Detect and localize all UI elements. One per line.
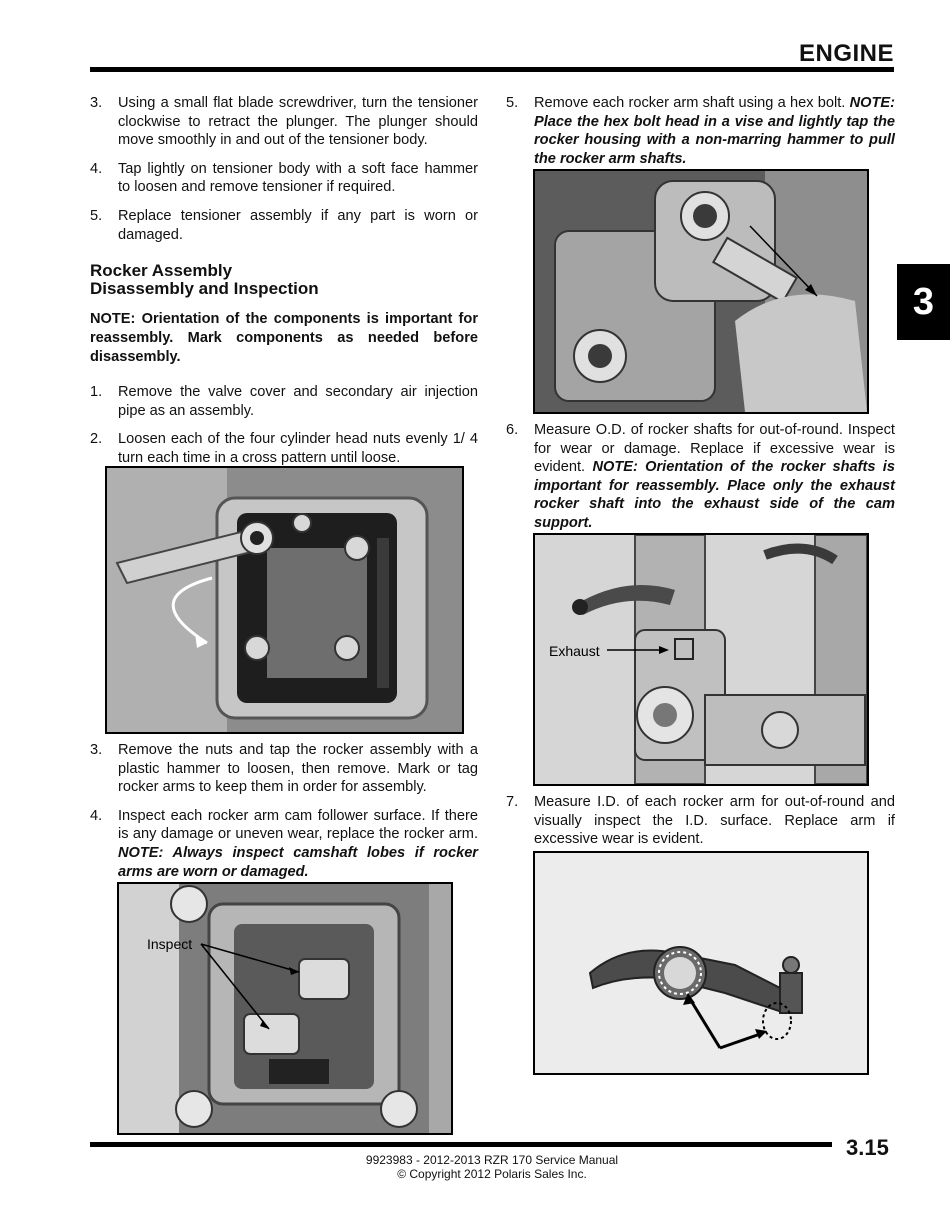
rocker-inspect-illustration <box>119 884 451 1133</box>
right-column-step6 <box>506 421 895 543</box>
step-item <box>90 741 478 797</box>
step-item <box>90 383 478 420</box>
step-text <box>534 421 895 533</box>
step-text-main: Remove each rocker arm shaft using a hex bolt. <box>534 95 846 111</box>
rocker-shaft-illustration <box>535 171 867 412</box>
step-text: Loosen each of the four cylinder head nuts evenly 1/ 4 turn each time in a cross pattern until loose. <box>118 431 478 466</box>
header-rule <box>90 67 894 72</box>
rocker-shaft-removal-photo <box>533 169 869 414</box>
exhaust-label: Exhaust <box>549 643 600 659</box>
rocker-inspect-photo <box>117 882 453 1135</box>
step-item <box>506 421 895 533</box>
camshaft-note: NOTE: Always inspect camshaft lobes if rocker arms are worn or damaged. <box>118 844 478 880</box>
left-column <box>90 94 478 478</box>
step-number: 3. <box>90 742 103 758</box>
cam-support-exhaust-photo <box>533 533 869 786</box>
footer-copyright: © Copyright 2012 Polaris Sales Inc. <box>397 1167 587 1181</box>
step-item <box>90 807 478 881</box>
step-item <box>90 430 478 467</box>
step-number: 7. <box>506 794 519 810</box>
right-column <box>506 94 895 178</box>
step-item <box>506 94 895 168</box>
footer-manual-title: 9923983 - 2012-2013 RZR 170 Service Manual <box>365 1153 619 1167</box>
inspect-label: Inspect <box>147 936 193 952</box>
step-text: Remove the nuts and tap the rocker assembly with a plastic hammer to loosen, then remove. Mark or tag rocker arms to keep them in order for assembly. <box>118 742 478 796</box>
rocker-arm-illustration <box>535 853 867 1073</box>
step-text: Tap lightly on tensioner body with a soft face hammer to loosen and remove tensioner if required. <box>118 160 478 196</box>
step-item <box>90 94 478 150</box>
hex-bolt-note: NOTE: Place the hex bolt head in a vise and lightly tap the rocker housing with a non-marring hammer to pull the rocker arm shafts. <box>534 95 895 167</box>
step-item <box>90 207 478 244</box>
cylinder-head-photo <box>105 466 464 734</box>
section-heading-line2: Disassembly and Inspection <box>90 279 319 299</box>
step-number: 4. <box>90 807 103 824</box>
rocker-arm-id-photo <box>533 851 869 1075</box>
step-item <box>506 793 895 849</box>
step-text: Using a small flat blade screwdriver, turn the tensioner clockwise to retract the plunger. The plunger should move smoothly in and out of the tensioner body. <box>118 95 478 149</box>
page-number: 3.15 <box>846 1135 889 1160</box>
step-text <box>118 807 478 881</box>
step-text-main: Inspect each rocker arm cam follower surface. If there is any damage or uneven wear, replace the rocker arm. <box>118 807 478 843</box>
step-text: Measure I.D. of each rocker arm for out-of-round and visually inspect the I.D. surface. Replace arm if excessive wear is evident. <box>534 794 895 848</box>
step-text-main: Measure O.D. of rocker shafts for out-of-round. Inspect for wear or damage. Replace if excessive wear is evident. <box>534 422 895 476</box>
chapter-tab[interactable]: 3 <box>897 264 950 340</box>
step-number: 5. <box>506 95 519 111</box>
step-text <box>534 94 895 168</box>
step-number: 2. <box>90 431 103 448</box>
step-text: Replace tensioner assembly if any part is worn or damaged. <box>118 207 478 243</box>
left-column-lower <box>90 741 478 891</box>
section-heading <box>90 262 478 298</box>
step-number: 6. <box>506 422 519 438</box>
step-number: 4. <box>90 160 103 177</box>
footer-rule <box>90 1142 832 1147</box>
cylinder-head-illustration <box>107 468 462 732</box>
cam-support-illustration <box>535 535 867 784</box>
shaft-orientation-note: NOTE: Orientation of the rocker shafts is important for reassembly. Place only the exhaust rocker shaft into the exhaust side of the cam support. <box>534 459 895 531</box>
page-section-title: ENGINE <box>798 40 894 67</box>
step-number: 1. <box>90 384 103 401</box>
orientation-note: NOTE: Orientation of the components is important for reassembly. Mark components as needed before disassembly. <box>90 311 478 366</box>
step-number: 5. <box>90 207 103 224</box>
right-column-step7 <box>506 793 895 859</box>
section-heading-line1: Rocker Assembly <box>90 261 233 281</box>
step-item <box>90 160 478 197</box>
step-text: Remove the valve cover and secondary air injection pipe as an assembly. <box>118 384 478 419</box>
step-number: 3. <box>90 95 103 111</box>
